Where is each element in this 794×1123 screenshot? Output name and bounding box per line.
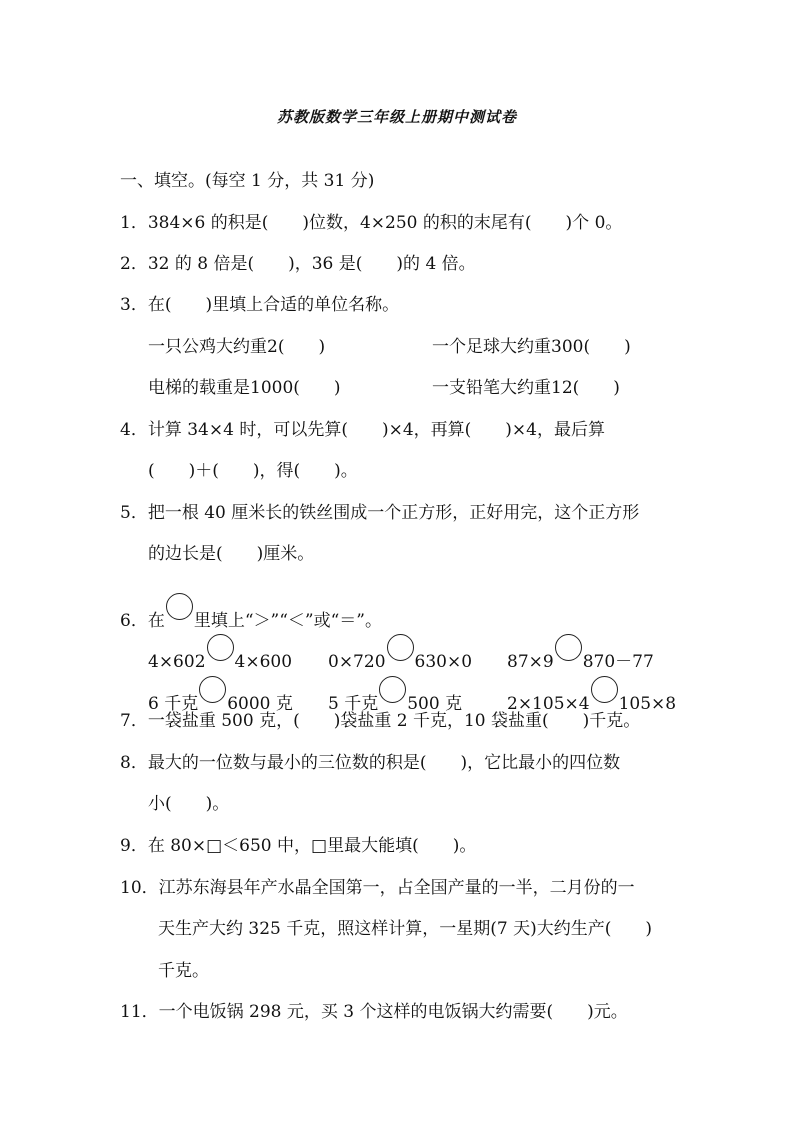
- question-9: 9．在 80×□＜650 中，□里最大能填( )。: [120, 836, 477, 856]
- answer-circle-icon[interactable]: [199, 676, 226, 703]
- question-3-item-d: 一支铅笔大约重12( ): [432, 378, 620, 398]
- section-heading: 一、填空。(每空 1 分，共 31 分): [120, 171, 375, 191]
- compare-right: 500 克: [407, 694, 463, 714]
- question-7: 7．一袋盐重 500 克，( )袋盐重 2 千克，10 袋盐重( )千克。: [120, 711, 641, 731]
- compare-item-1: [148, 634, 292, 673]
- compare-left: 0×720: [328, 652, 386, 672]
- compare-item-3: [507, 634, 654, 673]
- question-3-item-b: 一个足球大约重300( ): [432, 337, 631, 357]
- compare-left: 6 千克: [148, 694, 199, 714]
- answer-circle-icon[interactable]: [379, 676, 406, 703]
- question-8-line-2: 小( )。: [148, 794, 230, 814]
- question-3-item-a: 一只公鸡大约重2( ): [148, 337, 326, 357]
- compare-right: 6000 克: [227, 694, 293, 714]
- page-title: 苏教版数学三年级上册期中测试卷: [276, 108, 517, 126]
- question-11: 11．一个电饭锅 298 元，买 3 个这样的电饭锅大约需要( )元。: [120, 1002, 628, 1022]
- answer-circle-icon: [166, 593, 193, 620]
- question-5-line-2: 的边长是( )厘米。: [148, 544, 315, 564]
- answer-circle-icon[interactable]: [591, 676, 618, 703]
- compare-right: 870－77: [582, 652, 654, 672]
- question-2: 2．32 的 8 倍是( )，36 是( )的 4 倍。: [120, 254, 476, 274]
- question-3: 3．在( )里填上合适的单位名称。: [120, 295, 400, 315]
- question-4-line-1: 4．计算 34×4 时，可以先算( )×4，再算( )×4，最后算: [120, 420, 605, 440]
- question-3-item-c: 电梯的载重是1000( ): [148, 378, 341, 398]
- question-8-line-1: 8．最大的一位数与最小的三位数的积是( )，它比最小的四位数: [120, 753, 621, 773]
- question-10-line-1: 10．江苏东海县年产水晶全国第一，占全国产量的一半，二月份的一: [120, 878, 635, 898]
- compare-left: 5 千克: [328, 694, 379, 714]
- question-4-line-2: ( )＋( )，得( )。: [148, 461, 358, 481]
- question-1: 1．384×6 的积是( )位数，4×250 的积的末尾有( )个 0。: [120, 213, 623, 233]
- compare-right: 105×8: [618, 694, 677, 714]
- answer-circle-icon[interactable]: [555, 634, 582, 661]
- compare-left: 87×9: [507, 652, 554, 672]
- question-6-prefix: 6．在: [120, 611, 165, 631]
- compare-right: 4×600: [234, 652, 293, 672]
- compare-left: 4×602: [148, 652, 206, 672]
- question-10-line-2: 天生产大约 325 千克，照这样计算，一星期(7 天)大约生产( ): [158, 919, 653, 939]
- question-6-suffix: 里填上“＞”“＜”或“＝”。: [193, 611, 382, 631]
- compare-right: 630×0: [414, 652, 473, 672]
- compare-item-2: [328, 634, 472, 673]
- question-6: [120, 593, 382, 632]
- answer-circle-icon[interactable]: [207, 634, 234, 661]
- question-10-line-3: 千克。: [158, 961, 209, 981]
- compare-left: 2×105×4: [507, 694, 590, 714]
- answer-circle-icon[interactable]: [387, 634, 414, 661]
- question-5-line-1: 5．把一根 40 厘米长的铁丝围成一个正方形，正好用完，这个正方形: [120, 503, 640, 523]
